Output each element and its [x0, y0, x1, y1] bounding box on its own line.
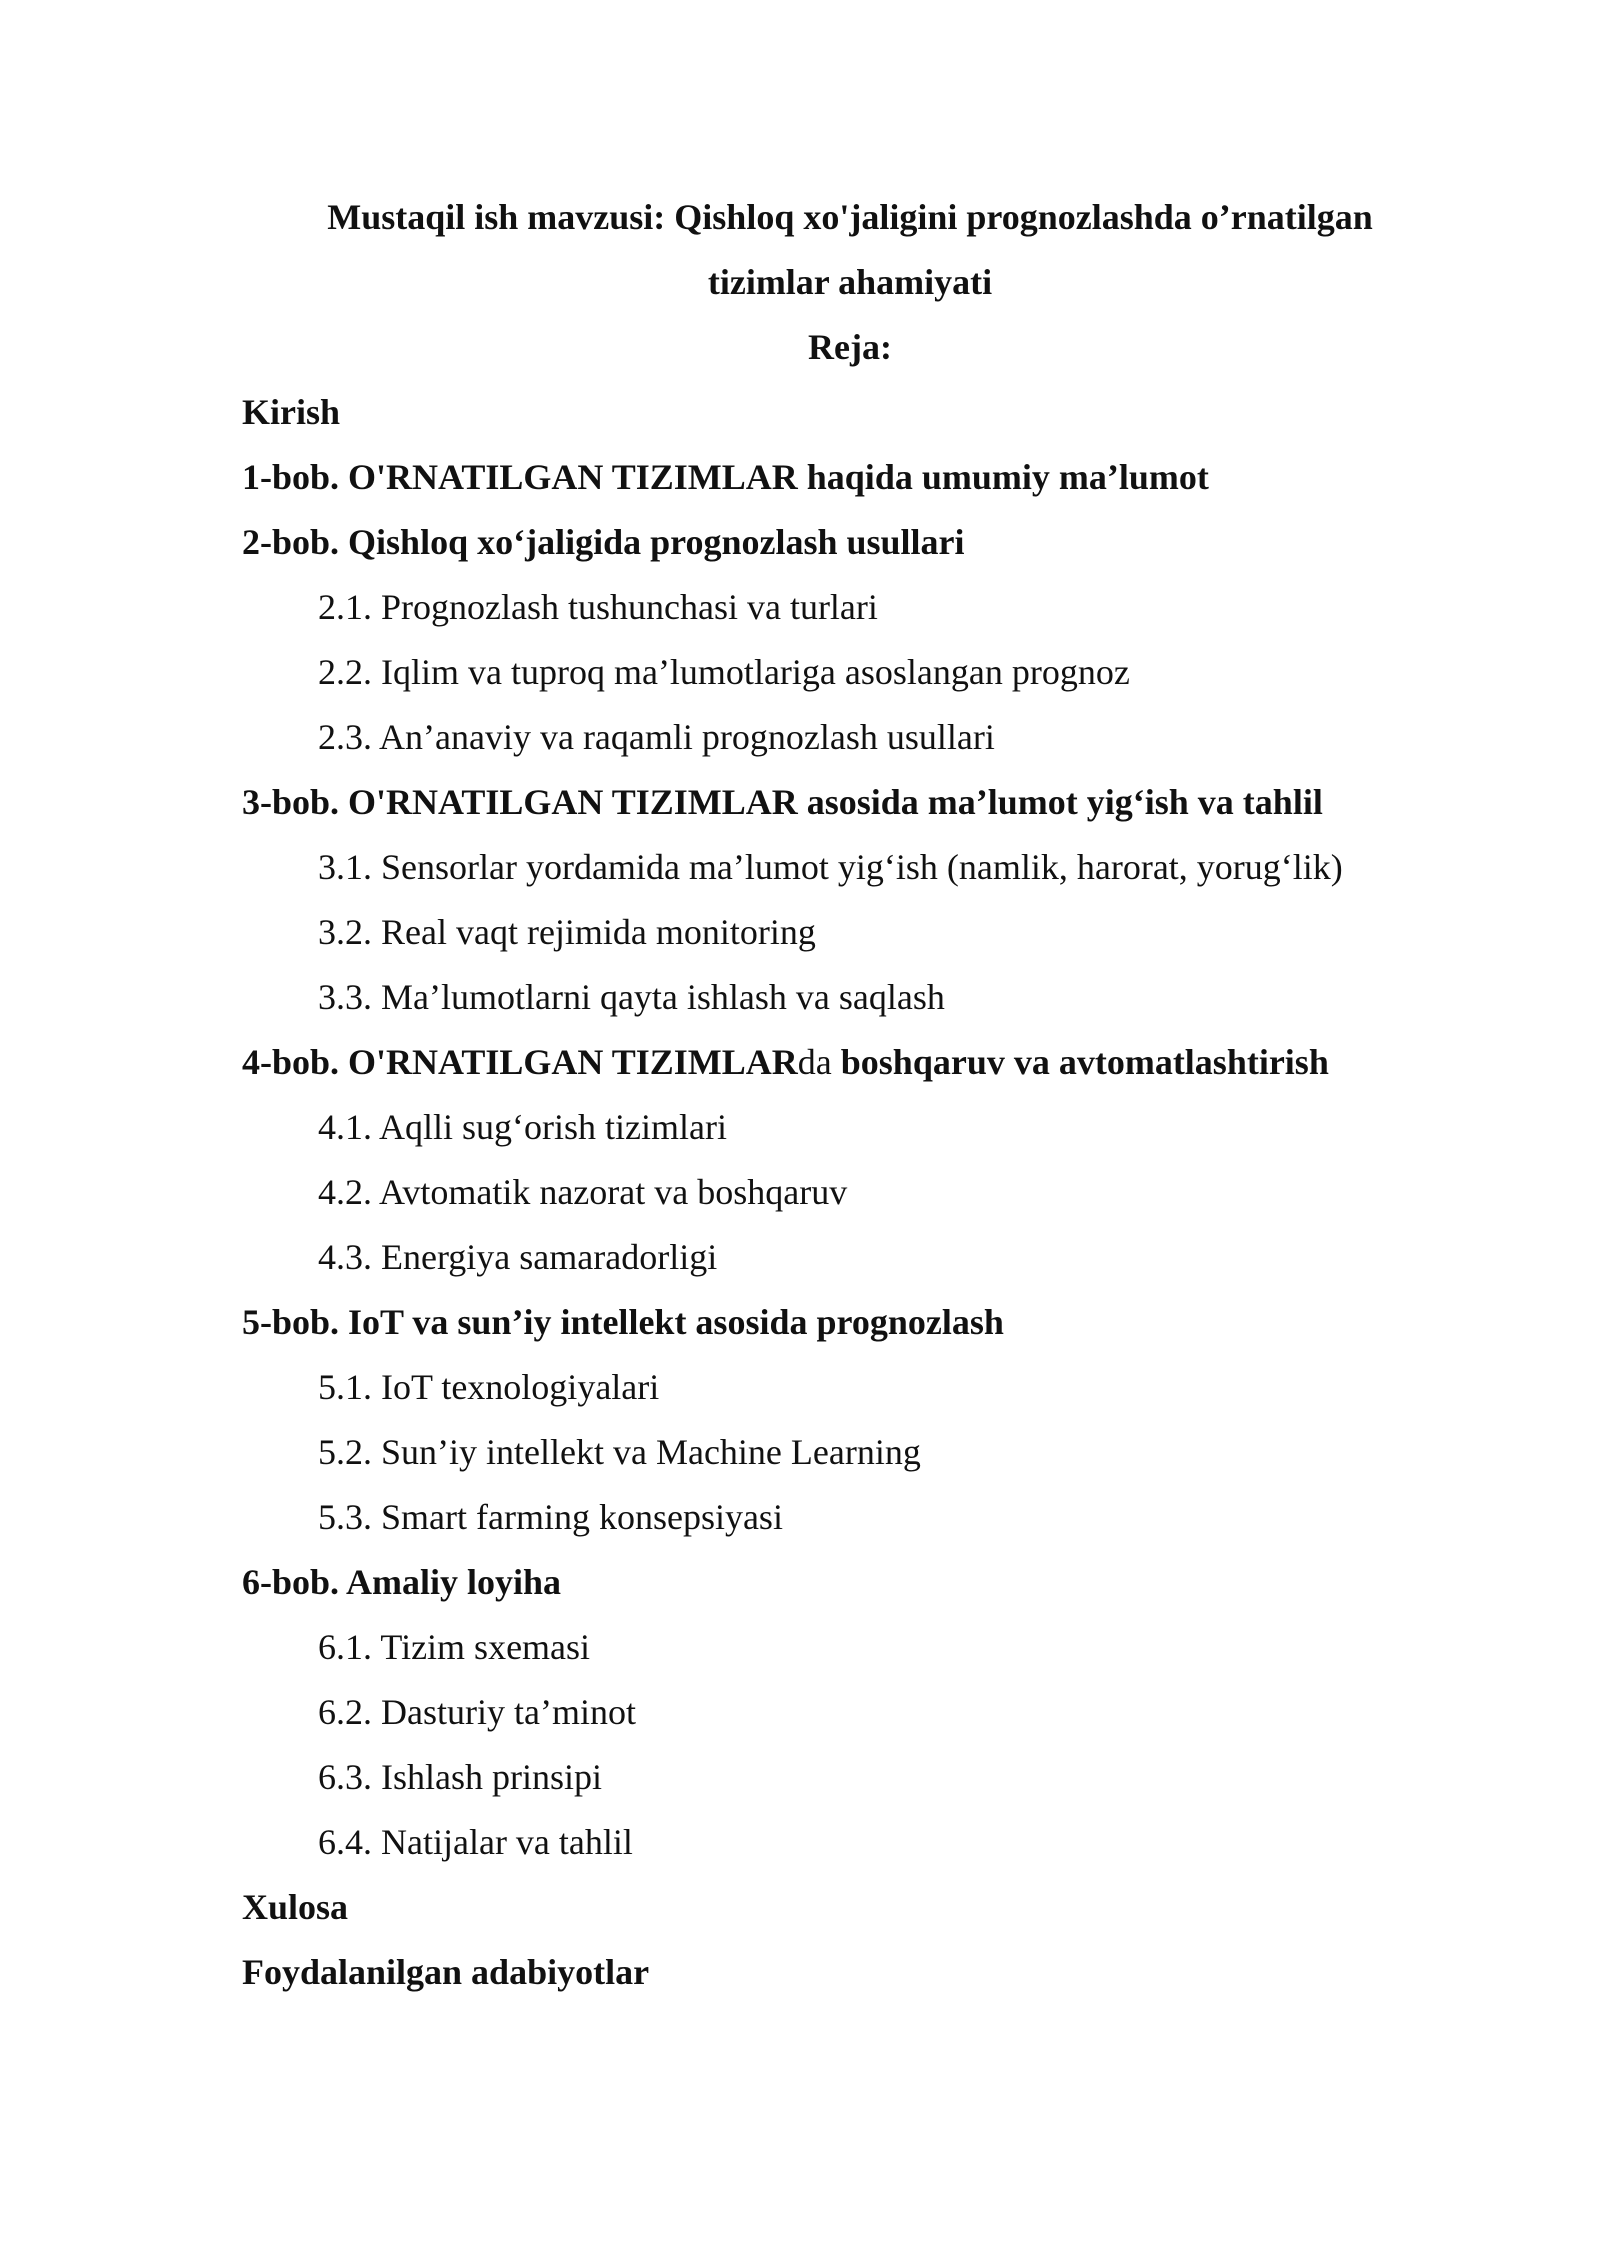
- toc-section-4-2: 4.2. Avtomatik nazorat va boshqaruv: [318, 1172, 848, 1212]
- toc-section-5-1: 5.1. IoT texnologiyalari: [318, 1367, 660, 1407]
- title-line-2: tizimlar ahamiyati: [707, 262, 993, 302]
- toc-chapter-1: 1-bob. O'RNATILGAN TIZIMLAR haqida umumiy ma’lumot: [242, 457, 1209, 497]
- toc-section-6-2: 6.2. Dasturiy ta’minot: [318, 1692, 636, 1732]
- toc-section-3-2: 3.2. Real vaqt rejimida monitoring: [318, 912, 816, 952]
- toc-section-3-1: 3.1. Sensorlar yordamida ma’lumot yig‘ish (namlik, harorat, yorug‘lik): [318, 847, 1343, 887]
- toc-chapter-4: [242, 1030, 1492, 1095]
- toc-section-4-3: 4.3. Energiya samaradorligi: [318, 1237, 718, 1277]
- toc-section-5-2: 5.2. Sun’iy intellekt va Machine Learning: [318, 1432, 921, 1472]
- title-line-1: Mustaqil ish mavzusi: Qishloq xo'jaligini prognozlashda o’rnatilgan: [327, 197, 1373, 237]
- toc-section-2-3: 2.3. An’anaviy va raqamli prognozlash usullari: [318, 717, 995, 757]
- toc-intro: Kirish: [242, 392, 341, 432]
- toc-section-4-1: 4.1. Aqlli sug‘orish tizimlari: [318, 1107, 727, 1147]
- document-title: [240, 185, 1460, 315]
- toc-section-6-3: 6.3. Ishlash prinsipi: [318, 1757, 602, 1797]
- toc-section-5-3: 5.3. Smart farming konsepsiyasi: [318, 1497, 783, 1537]
- toc-section-6-1: 6.1. Tizim sxemasi: [318, 1627, 591, 1667]
- toc-section-3-3: 3.3. Ma’lumotlarni qayta ishlash va saqlash: [318, 977, 945, 1017]
- toc-chapter-4-part-c: boshqaruv va avtomatlashtirish: [831, 1042, 1329, 1082]
- plan-heading: Reja:: [808, 327, 892, 367]
- toc-conclusion: Xulosa: [242, 1887, 349, 1927]
- toc-chapter-3: 3-bob. O'RNATILGAN TIZIMLAR asosida ma’lumot yig‘ish va tahlil: [242, 782, 1323, 822]
- toc-references: Foydalanilgan adabiyotlar: [242, 1952, 650, 1992]
- toc-section-2-1: 2.1. Prognozlash tushunchasi va turlari: [318, 587, 878, 627]
- toc-chapter-4-part-a: 4-bob. O'RNATILGAN TIZIMLAR: [242, 1042, 798, 1082]
- toc-chapter-5: 5-bob. IoT va sun’iy intellekt asosida prognozlash: [242, 1302, 1004, 1342]
- toc-section-2-2: 2.2. Iqlim va tuproq ma’lumotlariga asoslangan prognoz: [318, 652, 1130, 692]
- table-of-contents: [242, 380, 1492, 2005]
- toc-section-6-4: 6.4. Natijalar va tahlil: [318, 1822, 633, 1862]
- toc-chapter-4-part-b: da: [797, 1042, 832, 1082]
- toc-chapter-6: 6-bob. Amaliy loyiha: [242, 1562, 562, 1602]
- toc-chapter-2: 2-bob. Qishloq xo‘jaligida prognozlash usullari: [242, 522, 965, 562]
